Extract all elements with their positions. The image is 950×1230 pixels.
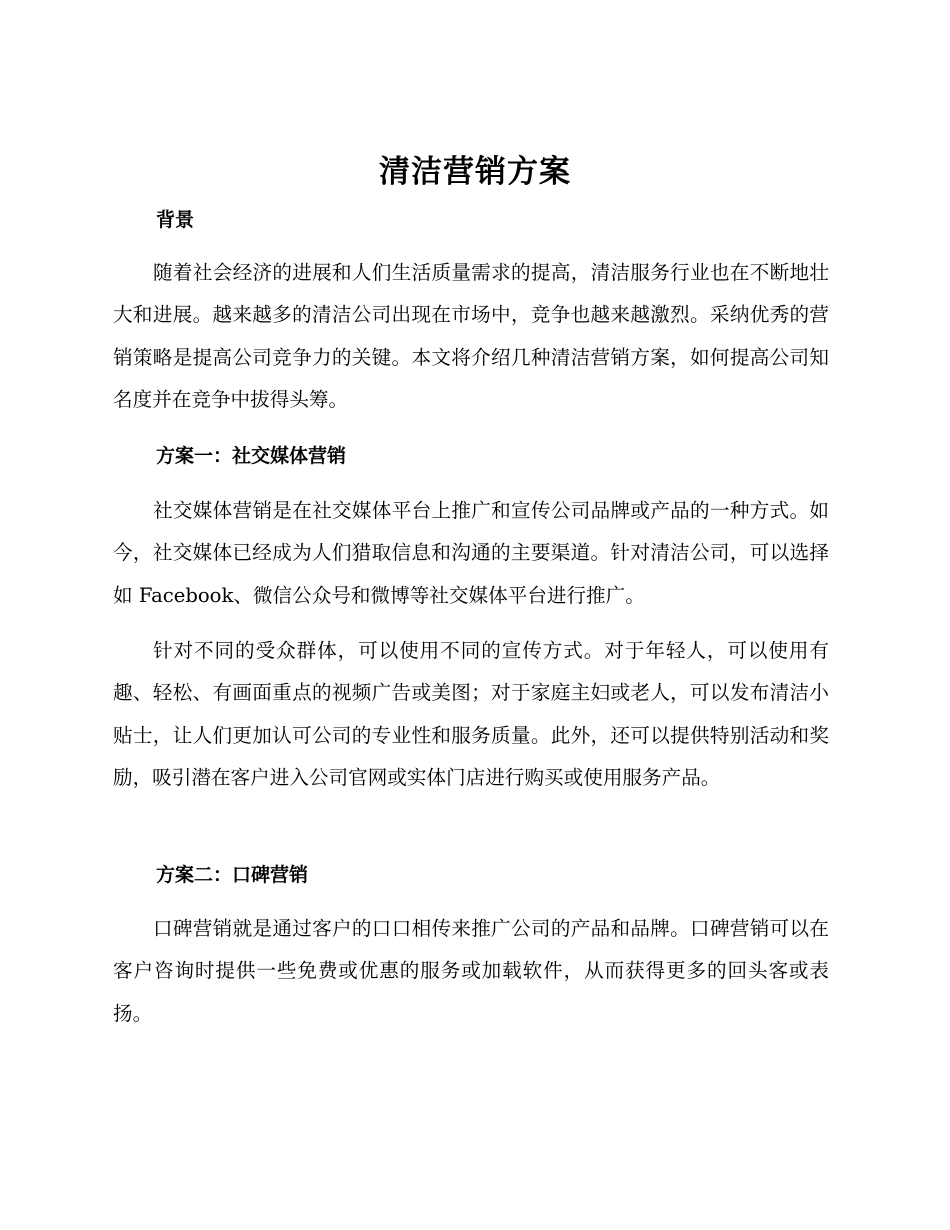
section-heading-background: 背景 [156, 209, 195, 231]
section-heading-word-of-mouth: 方案二：口碑营销 [156, 864, 309, 886]
paragraph-social-media-intro: 社交媒体营销是在社交媒体平台上推广和宣传公司品牌或产品的一种方式。如今，社交媒体已经成为人们猎取信息和沟通的主要渠道。针对清洁公司，可以选择如 Facebook、微信公众号和微博等社交媒体平台进行推广。 [113, 499, 829, 607]
page-title: 清洁营销方案 [379, 154, 571, 190]
section-heading-social-media: 方案一：社交媒体营销 [156, 445, 347, 467]
paragraph-social-media-audience: 针对不同的受众群体，可以使用不同的宣传方式。对于年轻人，可以使用有趣、轻松、有画面重点的视频广告或美图；对于家庭主妇或老人，可以发布清洁小贴士，让人们更加认可公司的专业性和服务质量。此外，还可以提供特别活动和奖励，吸引潜在客户进入公司官网或实体门店进行购买或使用服务产品。 [113, 639, 829, 790]
paragraph-word-of-mouth: 口碑营销就是通过客户的口口相传来推广公司的产品和品牌。口碑营销可以在客户咨询时提供一些免费或优惠的服务或加载软件，从而获得更多的回头客或表扬。 [113, 917, 829, 1025]
paragraph-background: 随着社会经济的进展和人们生活质量需求的提高，清洁服务行业也在不断地壮大和进展。越来越多的清洁公司出现在市场中，竞争也越来越激烈。采纳优秀的营销策略是提高公司竞争力的关键。本文将介绍几种清洁营销方案，如何提高公司知名度并在竞争中拔得头筹。 [113, 261, 829, 412]
